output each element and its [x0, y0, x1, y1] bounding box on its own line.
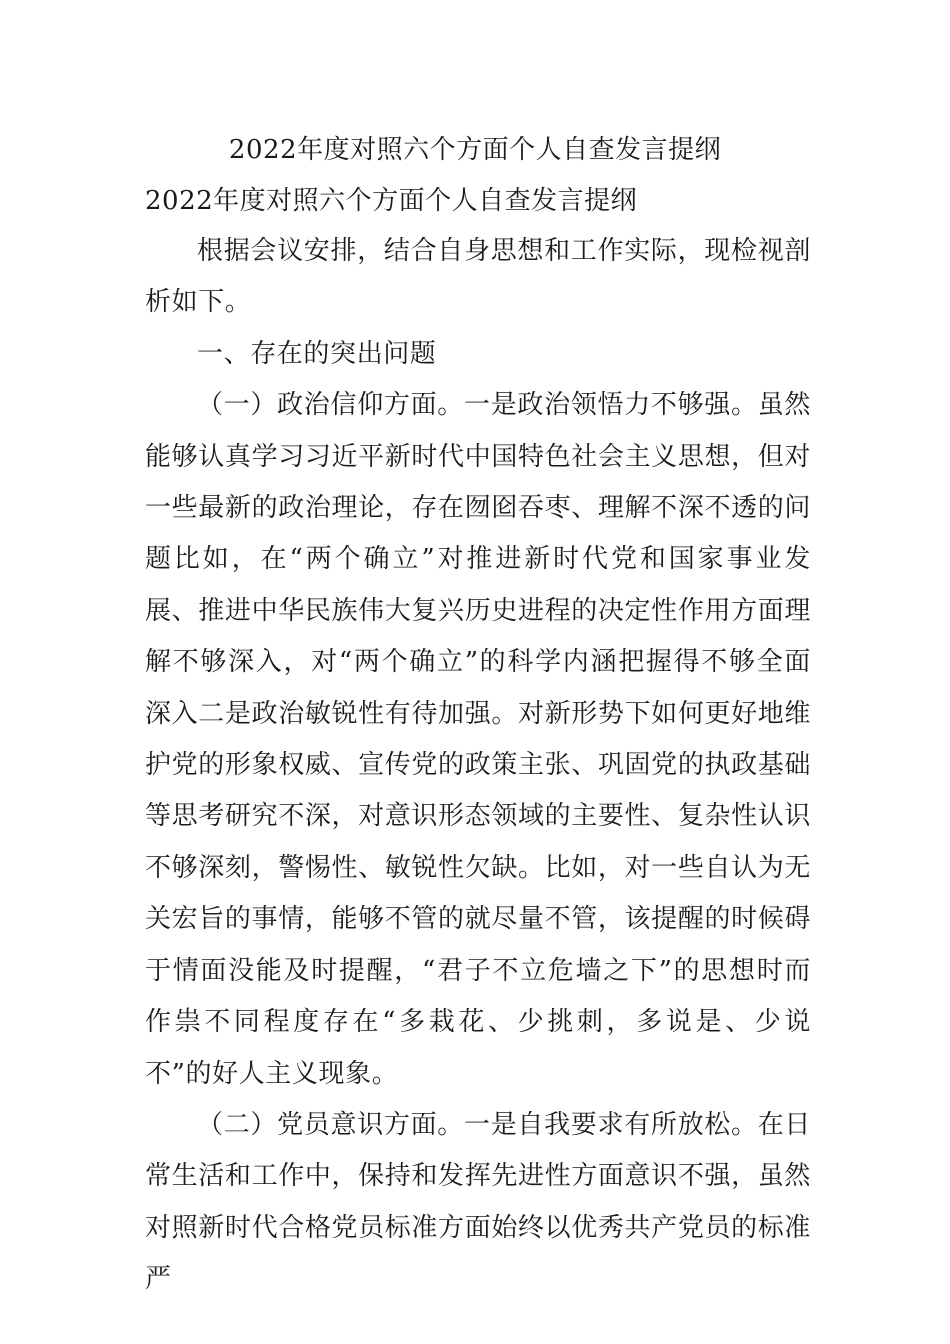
section-heading: 一、存在的突出问题 — [197, 338, 437, 369]
document-subtitle: 2022年度对照六个方面个人自查发言提纲 — [145, 186, 638, 216]
document-title: 2022年度对照六个方面个人自查发言提纲 — [228, 135, 722, 165]
intro-paragraph: 根据会议安排，结合自身思想和工作实际，现检视剖析如下。 — [145, 236, 811, 318]
party-awareness-paragraph: （二）党员意识方面。一是自我要求有所放松。在日常生活和工作中，保持和发挥先进性方面意识不强，虽然对照新时代合格党员标准方面始终以优秀共产党员的标准严 — [145, 1109, 811, 1295]
political-belief-paragraph: （一）政治信仰方面。一是政治领悟力不够强。虽然能够认真学习习近平新时代中国特色社会主义思想，但对一些最新的政治理论，存在囫囵吞枣、理解不深不透的问题比如，在“两个确立”对推进新时代党和国家事业发展、推进中华民族伟大复兴历史进程的决定性作用方面理解不够深入，对“两个确立”的科学内涵把握得不够全面深入二是政治敏锐性有待加强。对新形势下如何更好地维护党的形象权威、宣传党的政策主张、巩固党的执政基础等思考研究不深，对意识形态领域的主要性、复杂性认识不够深刻，警惕性、敏锐性欠缺。比如，对一些自认为无关宏旨的事情，能够不管的就尽量不管，该提醒的时候碍于情面没能及时提醒，“君子不立危墙之下”的思想时而作祟不同程度存在“多栽花、少挑刺，多说是、少说不”的好人主义现象。 — [145, 390, 811, 1089]
document-body — [145, 226, 811, 1306]
